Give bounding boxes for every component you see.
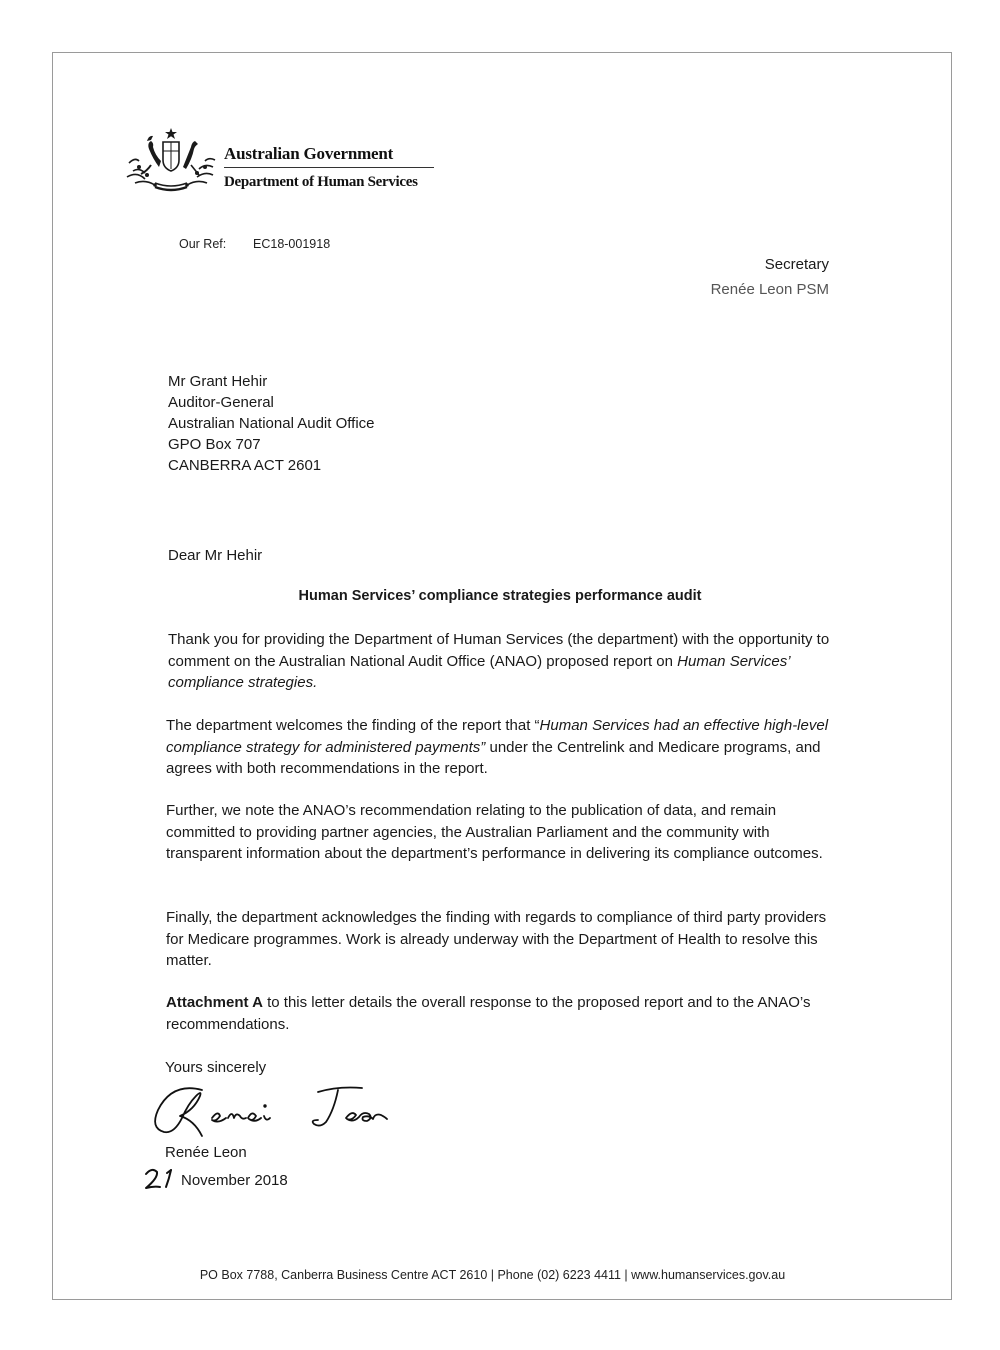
footer-contact: PO Box 7788, Canberra Business Centre ACT 2610 | Phone (02) 6223 4411 | www.humanservices.gov.au <box>199 1268 786 1282</box>
handwritten-signature <box>150 1078 410 1138</box>
coat-of-arms-icon <box>125 127 217 195</box>
paragraph-text: The department welcomes the finding of the report that “ <box>166 717 540 734</box>
handwritten-day <box>143 1166 179 1192</box>
sender-title: Secretary <box>764 256 829 273</box>
reference-number: EC18-001918 <box>253 237 331 251</box>
body-paragraph-3: Further, we note the ANAO’s recommendation relating to the publication of data, and remain committed to providing partner agencies, the Australian Parliament and the community with transparent information about the department’s performance in delivering its compliance outcomes. <box>166 802 823 862</box>
letter-date: November 2018 <box>181 1172 288 1189</box>
recipient-address <box>168 371 375 476</box>
department-name: Department of Human Services <box>224 174 418 190</box>
body-paragraph-2 <box>166 715 831 780</box>
address-line: GPO Box 707 <box>168 436 261 453</box>
paragraph-text: Thank you for providing the Department of Human Services (the department) with the opportunity to comment on the Australian National Audit Office (ANAO) proposed report on <box>168 631 830 670</box>
body-paragraph-5 <box>166 992 831 1035</box>
paragraph-text: under the Centrelink and Medicare programs, and agrees with both recommendations in the report. <box>166 738 821 777</box>
signatory-name: Renée Leon <box>165 1144 247 1161</box>
quoted-finding: Human Services had an effective high-level compliance strategy for administered payments” <box>166 717 829 756</box>
paragraph-text: to this letter details the overall response to the proposed report and to the ANAO’s recommendations. <box>166 994 811 1033</box>
letter-subject: Human Services’ compliance strategies performance audit <box>298 588 702 604</box>
body-paragraph-1 <box>168 629 833 694</box>
closing: Yours sincerely <box>165 1059 267 1076</box>
address-line: Australian National Audit Office <box>168 415 375 432</box>
government-name: Australian Government <box>224 144 394 163</box>
report-title: Human Services’ compliance strategies. <box>168 652 790 691</box>
body-paragraph-4: Finally, the department acknowledges the finding with regards to compliance of third party providers for Medicare programmes. Work is already underway with the Department of Health to resolve this matter. <box>166 909 827 969</box>
reference-label: Our Ref: <box>179 237 227 251</box>
address-line: Mr Grant Hehir <box>168 373 268 390</box>
attachment-reference: Attachment A <box>166 994 263 1011</box>
address-line: CANBERRA ACT 2601 <box>168 457 322 474</box>
letterhead-divider <box>224 167 434 168</box>
salutation: Dear Mr Hehir <box>168 547 263 564</box>
sender-name: Renée Leon PSM <box>710 281 829 298</box>
address-line: Auditor-General <box>168 394 274 411</box>
